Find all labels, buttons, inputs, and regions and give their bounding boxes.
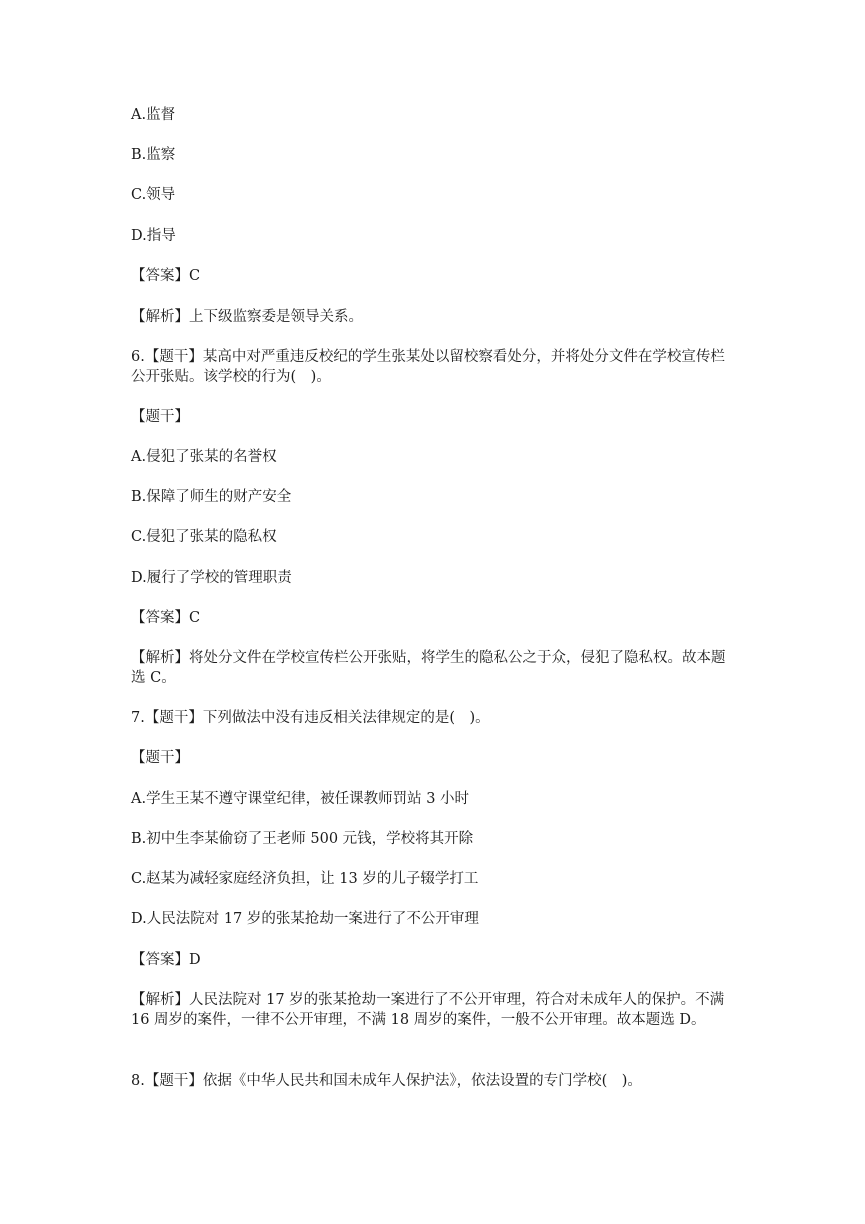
option-d: D.指导 xyxy=(131,228,176,244)
analysis: 【解析】上下级监察委是领导关系。 xyxy=(131,309,363,325)
option-b: B.保障了师生的财产安全 xyxy=(131,489,292,505)
question-7-stem: 7.【题干】下列做法中没有违反相关法律规定的是( )。 xyxy=(131,710,490,726)
option-d: D.人民法院对 17 岁的张某抢劫一案进行了不公开审理 xyxy=(131,911,479,927)
option-b: B.监察 xyxy=(131,147,176,163)
answer: 【答案】D xyxy=(131,952,201,968)
option-c: C.领导 xyxy=(131,187,176,203)
option-d: D.履行了学校的管理职责 xyxy=(131,570,292,586)
analysis: 【解析】将处分文件在学校宣传栏公开张贴，将学生的隐私公之于众，侵犯了隐私权。故本题选 C。 xyxy=(131,650,726,686)
option-a: A.学生王某不遵守课堂纪律，被任课教师罚站 3 小时 xyxy=(131,791,470,807)
analysis: 【解析】人民法院对 17 岁的张某抢劫一案进行了不公开审理，符合对未成年人的保护。不满 16 周岁的案件，一律不公开审理，不满 18 周岁的案件，一般不公开审理。故本题选 D。 xyxy=(131,992,725,1028)
option-c: C.赵某为减轻家庭经济负担，让 13 岁的儿子辍学打工 xyxy=(131,871,479,887)
option-a: A.监督 xyxy=(131,107,176,123)
option-a: A.侵犯了张某的名誉权 xyxy=(131,449,277,465)
answer: 【答案】C xyxy=(131,610,201,626)
option-b: B.初中生李某偷窃了王老师 500 元钱，学校将其开除 xyxy=(131,831,474,847)
question-6-stem: 6.【题干】某高中对严重违反校纪的学生张某处以留校察看处分，并将处分文件在学校宣传栏公开张贴。该学校的行为( )。 xyxy=(131,349,725,385)
option-c: C.侵犯了张某的隐私权 xyxy=(131,529,277,545)
question-8-stem: 8.【题干】依据《中华人民共和国未成年人保护法》，依法设置的专门学校( )。 xyxy=(131,1073,642,1089)
stem-label: 【题干】 xyxy=(131,409,189,425)
answer: 【答案】C xyxy=(131,268,201,284)
stem-label: 【题干】 xyxy=(131,750,189,766)
